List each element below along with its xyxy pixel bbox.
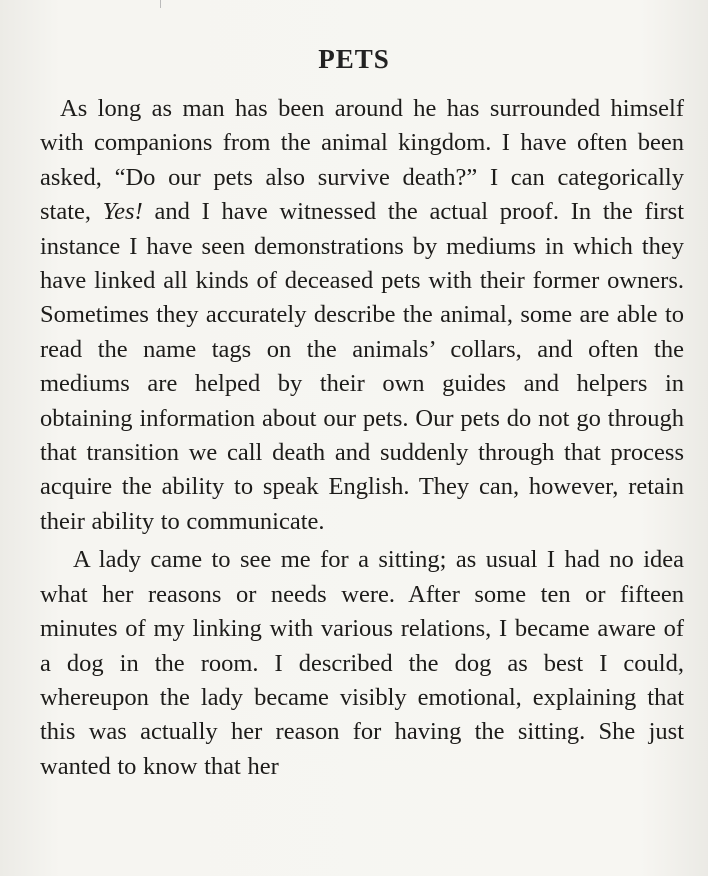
paragraph-1-italic: Yes! — [102, 198, 143, 226]
paragraph-1-text-start: As long as man has been around he has surrounded himself with companions from the animal kingdom. I have often been asked, “Do our pets also survive death?” I can categorically state, — [40, 95, 684, 226]
paragraph-1-text-end: and I have witnessed the actual proof. In the first instance I have seen demonstrations by mediums in which they have linked all kinds of deceased pets with their former owners. Sometimes they accurately describe the animal, some are able to read the name tags on the animals’ collars, and often the mediums are helped by their own guides and helpers in obtaining information about our pets. Our pets do not go through that transition we call death and suddenly through that process acquire the ability to speak English. They can, however, retain their ability to communicate. — [40, 198, 684, 535]
paragraph-2: A lady came to see me for a sitting; as usual I had no idea what her reasons or needs were. After some ten or fifteen minutes of my linking with various relations, I became aware of a dog in the room. I described the dog as best I could, whereupon the lady became visibly emotional, explaining that this was actually her reason for having the sitting. She just wanted to know that her — [40, 546, 684, 780]
paragraph-1 — [40, 92, 684, 539]
scan-mark — [160, 0, 161, 8]
chapter-title: PETS — [318, 44, 390, 75]
body-text — [40, 92, 684, 784]
